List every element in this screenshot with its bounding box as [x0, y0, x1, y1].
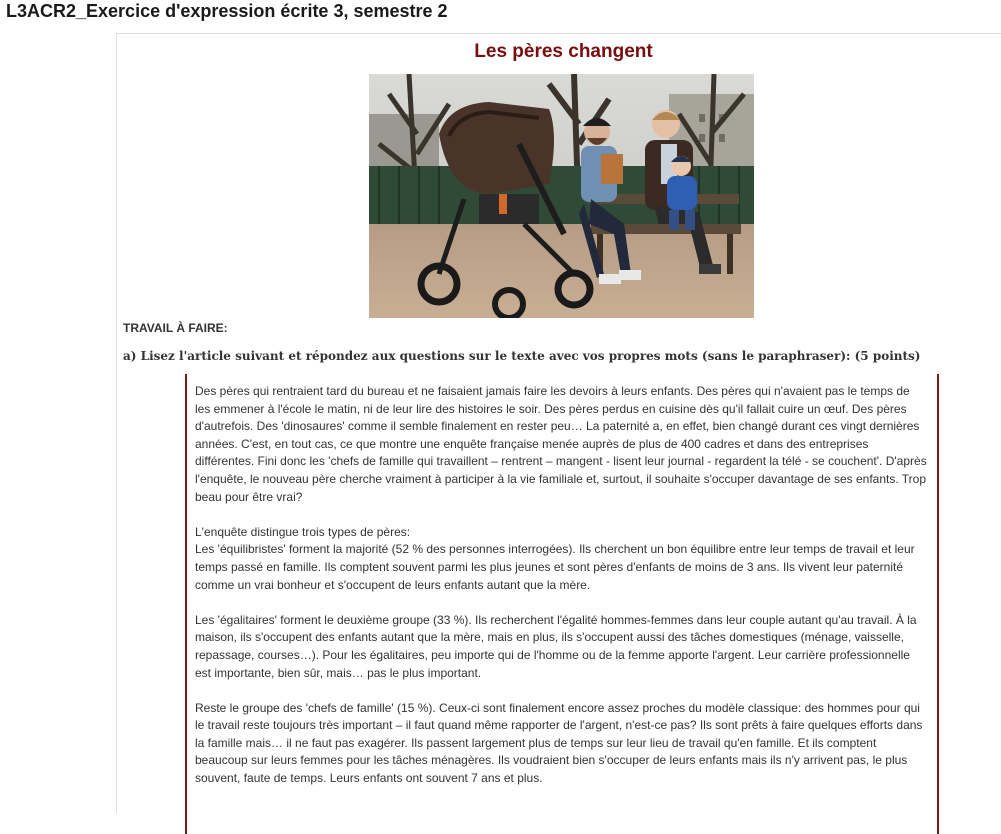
content-box: [116, 33, 1001, 813]
article-photo: [369, 74, 754, 318]
question-text: a) Lisez l'article suivant et répondez aux questions sur le texte avec vos propres mots (sans le paraphraser): (5 points): [123, 349, 921, 363]
article-paragraph: Les 'équilibristes' forment la majorité (52 % des personnes interrogées). Ils cherchent un bon équilibre entre leur temps de travail et leur temps passé en famille. Ils comptent souvent parmi les plus jeunes et sont pères d'enfants de moins de 3 ans. Ils vivent leur paternité comme un vrai bonheur et s'occupent de leurs enfants autant que la mère.: [195, 542, 915, 592]
page-heading: L3ACR2_Exercice d'expression écrite 3, semestre 2: [6, 1, 448, 21]
task-heading: TRAVAIL À FAIRE:: [123, 321, 228, 335]
article-body: [185, 374, 939, 834]
article-paragraph: Les 'égalitaires' forment le deuxième groupe (33 %). Ils recherchent l'égalité hommes-femmes dans leur couple autant qu'au travail. À la maison, ils s'occupent des enfants autant que la mère, mais en plus, ils s'occupent aussi des tâches domestiques (ménage, vaisselle, repassage, courses…). Pour les égalitaires, peu importe qui de l'homme ou de la femme apporte l'argent. Leur carrière professionnelle est importante, bien sûr, mais… pas le plus important.: [195, 612, 917, 680]
article-title: Les pères changent: [474, 41, 653, 62]
article-paragraph: L'enquête distingue trois types de pères:: [195, 524, 411, 539]
article-paragraph: Reste le groupe des 'chefs de famille' (15 %). Ceux-ci sont finalement encore assez proches du modèle classique: des hommes pour qui le travail reste toujours très important – il faut quand même rapporter de l'argent, n'est-ce pas? Ils sont prêts à faire quelques efforts dans la famille mais… il ne faut pas exagérer. Ils passent largement plus de temps sur leur lieu de travail qu'en famille. Et ils comptent beaucoup sur leurs femmes pour les tâches ménagères. Ils voudraient bien s'occuper de leurs enfants mais ils n'y arrivent pas, le plus souvent, faute de temps. Leurs enfants ont souvent 7 ans et plus.: [195, 700, 923, 786]
article-paragraph: Des pères qui rentraient tard du bureau et ne faisaient jamais faire les devoirs à leurs enfants. Des pères qui n'avaient pas le temps de les emmener à l'école le matin, ni de leur lire des histoires le soir. Des pères perdus en cuisine dès qu'il fallait cuire un œuf. Des pères d'autrefois. Des 'dinosaures' comme il semble finalement en rester peu… La paternité a, en effet, bien changé durant ces vingt dernières années. C'est, en tout cas, ce que montre une enquête française menée auprès de plus de 400 cadres et dans des entreprises différentes. Fini donc les 'chefs de famille qui travaillent – rentrent – mangent - lisent leur journal - regardent la télé - se couchent'. D'après l'enquête, le nouveau père cherche vraiment à participer à la vie familiale et, surtout, il souhaite s'occuper davantage de ses enfants. Trop beau pour être vrai?: [195, 384, 927, 504]
